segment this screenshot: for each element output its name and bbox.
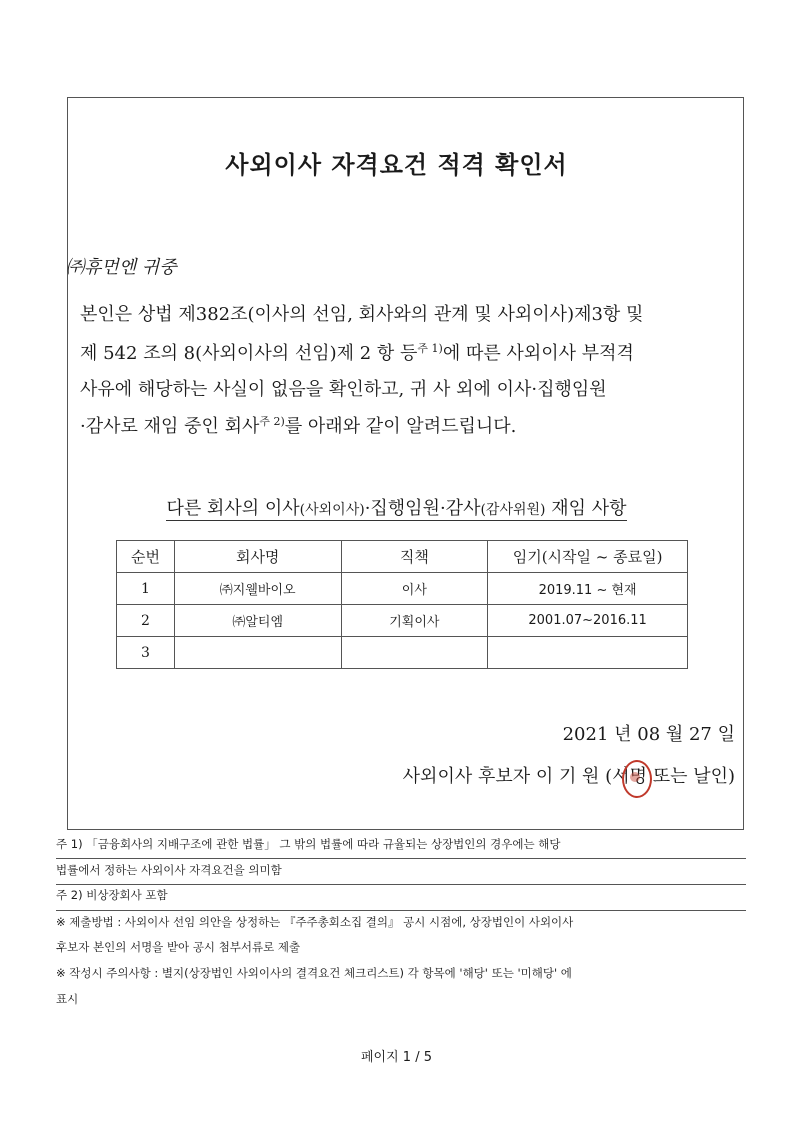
note-submission-a: ※ 제출방법 : 사외이사 선임 의안을 상정하는 『주주총회소집 결의』 공시 시점에, 상장법인이 사외이사 <box>56 915 574 929</box>
body-line-4: ·감사로 재임 중인 회사$^{주 2)}$를 아래와 같이 알려드립니다. <box>80 415 517 437</box>
note-submission-b: 후보자 본인의 서명을 받아 공시 첨부서류로 제출 <box>56 940 301 954</box>
table-row <box>117 637 688 669</box>
header-number: 순번 <box>117 541 175 573</box>
table-header-row <box>117 541 688 573</box>
footnote-2: 주 2) 비상장회사 포함 <box>56 888 168 902</box>
page-title: 사외이사 자격요건 적격 확인서 <box>225 150 568 179</box>
cell-term: 2001.07~2016.11 <box>488 605 688 637</box>
note-caution-a: ※ 작성시 주의사항 : 별지(상장법인 사외이사의 결격요건 체크리스트) 각 항목에 '해당' 또는 '미해당' 에 <box>56 966 572 980</box>
cell-company: ㈜지웰바이오 <box>174 573 341 605</box>
cell-company <box>174 637 341 669</box>
directorship-table <box>116 540 688 669</box>
body-line-1: 본인은 상법 제382조(이사의 선임, 회사와의 관계 및 사외이사)제3항 및 <box>80 304 644 325</box>
cell-position: 기획이사 <box>341 605 488 637</box>
divider <box>56 910 746 911</box>
table-row <box>117 573 688 605</box>
signer-line: 사외이사 후보자 이 기 원 (서명 또는 날인) <box>403 762 735 788</box>
signature-seal: 서명 <box>612 766 647 787</box>
cell-term <box>488 637 688 669</box>
footnote-1a: 주 1) 「금융회사의 지배구조에 관한 법률」 그 밖의 법률에 따라 규율되는 상장법인의 경우에는 해당 <box>56 837 561 851</box>
table-row <box>117 605 688 637</box>
page-indicator: 페이지 1 / 5 <box>361 1050 432 1065</box>
footnote-ref-1: 주 1) <box>417 342 443 355</box>
divider <box>56 884 746 885</box>
seal-stamp-icon <box>622 760 652 798</box>
cell-term: 2019.11 ~ 현재 <box>488 573 688 605</box>
body-line-2: 제 542 조의 8(사외이사의 선임)제 2 항 등$^{주 1)}$에 따른 사외이사 부적격 <box>80 342 634 364</box>
footnote-1b: 법률에서 정하는 사외이사 자격요건을 의미함 <box>56 863 282 877</box>
header-company: 회사명 <box>174 541 341 573</box>
cell-position <box>341 637 488 669</box>
addressee: ㈜휴먼엔 귀중 <box>66 257 177 278</box>
cell-number: 3 <box>117 637 175 669</box>
document-date: 2021 년 08 월 27 일 <box>562 724 735 745</box>
footnote-ref-2: 주 2) <box>259 415 285 428</box>
cell-company: ㈜알티엠 <box>174 605 341 637</box>
header-term: 임기(시작일 ~ 종료일) <box>488 541 688 573</box>
section-subtitle: 다른 회사의 이사(사외이사)·집행임원·감사(감사위원) 재임 사항 <box>166 498 627 519</box>
header-position: 직책 <box>341 541 488 573</box>
body-line-3: 사유에 해당하는 사실이 없음을 확인하고, 귀 사 외에 이사·집행임원 <box>80 379 607 400</box>
cell-number: 2 <box>117 605 175 637</box>
note-caution-b: 표시 <box>56 992 79 1006</box>
cell-number: 1 <box>117 573 175 605</box>
divider <box>56 858 746 859</box>
cell-position: 이사 <box>341 573 488 605</box>
